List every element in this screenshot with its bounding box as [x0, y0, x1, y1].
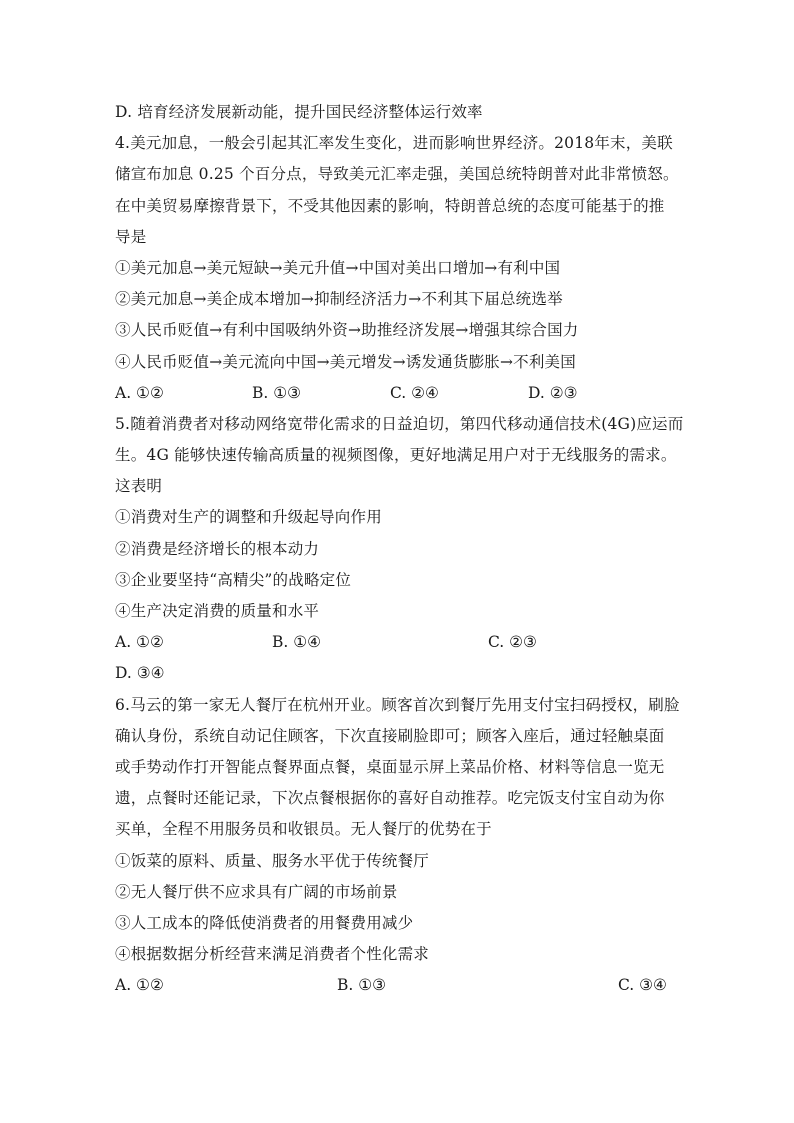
q6-stem-line: 6.马云的第一家无人餐厅在杭州开业。顾客首次到餐厅先用支付宝扫码授权，刷脸: [115, 695, 680, 714]
q6-stem-line: 遗，点餐时还能记录，下次点餐根据你的喜好自动推荐。吃完饭支付宝自动为你: [115, 789, 665, 808]
question-5: [115, 409, 685, 690]
q4-option-b: B. ①③: [252, 383, 302, 402]
q4-item-3: ③人民币贬值→有利中国吸纳外资→助推经济发展→增强其综合国力: [115, 321, 579, 340]
q4-stem-line: 在中美贸易摩擦背景下，不受其他因素的影响，特朗普总统的态度可能基于的推: [115, 196, 665, 215]
q6-stem-line: 确认身份，系统自动记住顾客，下次直接刷脸即可；顾客入座后，通过轻触桌面: [115, 726, 665, 745]
q5-option-d: D. ③④: [115, 664, 165, 683]
q4-stem-line: 4.美元加息，一般会引起其汇率发生变化，进而影响世界经济。2018年末，美联: [115, 134, 673, 153]
q4-options: [115, 378, 685, 409]
q6-stem-line: 或手势动作打开智能点餐界面点餐，桌面显示屏上菜品价格、材料等信息一览无: [115, 757, 665, 776]
q6-item-1: ①饭菜的原料、质量、服务水平优于传统餐厅: [115, 851, 430, 870]
q4-item-2: ②美元加息→美企成本增加→抑制经济活力→不利其下届总统选举: [115, 290, 563, 309]
q6-option-a: A. ①②: [115, 976, 164, 995]
q3-option-d: D. 培育经济发展新动能，提升国民经济整体运行效率: [115, 103, 483, 121]
q4-item-1: ①美元加息→美元短缺→美元升值→中国对美出口增加→有利中国: [115, 258, 561, 277]
q4-item-4: ④人民币贬值→美元流向中国→美元增发→诱发通货膨胀→不利美国: [115, 352, 576, 371]
q6-options: [115, 970, 685, 1001]
q5-option-a: A. ①②: [115, 633, 164, 652]
q6-stem-line: 买单，全程不用服务员和收银员。无人餐厅的优势在于: [115, 820, 492, 839]
q5-item-1: ①消费对生产的调整和升级起导向作用: [115, 508, 382, 527]
question-6: [115, 690, 685, 1002]
q6-option-c: C. ③④: [618, 976, 667, 995]
q4-option-d: D. ②③: [528, 383, 578, 402]
q5-item-2: ②消费是经济增长的根本动力: [115, 539, 320, 558]
q5-stem-line: 这表明: [115, 477, 163, 496]
q4-stem-line: 导是: [115, 227, 147, 246]
q5-option-c: C. ②③: [488, 633, 537, 652]
q5-stem-line: 生。4G 能够快速传输高质量的视频图像，更好地满足用户对于无线服务的需求。: [115, 446, 677, 465]
q6-item-2: ②无人餐厅供不应求具有广阔的市场前景: [115, 882, 398, 901]
q4-stem-line: 储宣布加息 0.25 个百分点，导致美元汇率走强，美国总统特朗普对此非常愤怒。: [115, 165, 679, 184]
question-content: [115, 97, 685, 1001]
q5-option-b: B. ①④: [272, 633, 322, 652]
q6-item-3: ③人工成本的降低使消费者的用餐费用减少: [115, 913, 414, 932]
q5-options: [115, 627, 685, 658]
q5-stem-line: 5.随着消费者对移动网络宽带化需求的日益迫切，第四代移动通信技术(4G)应运而: [115, 414, 684, 433]
q4-option-a: A. ①②: [115, 383, 164, 402]
q6-option-b: B. ①③: [337, 976, 387, 995]
question-4: [115, 128, 685, 409]
q5-options-row-2: [115, 658, 685, 689]
q4-option-c: C. ②④: [390, 383, 439, 402]
q5-item-3: ③企业要坚持“高精尖”的战略定位: [115, 570, 352, 589]
q6-item-4: ④根据数据分析经营来满足消费者个性化需求: [115, 945, 430, 964]
q5-item-4: ④生产决定消费的质量和水平: [115, 602, 320, 620]
